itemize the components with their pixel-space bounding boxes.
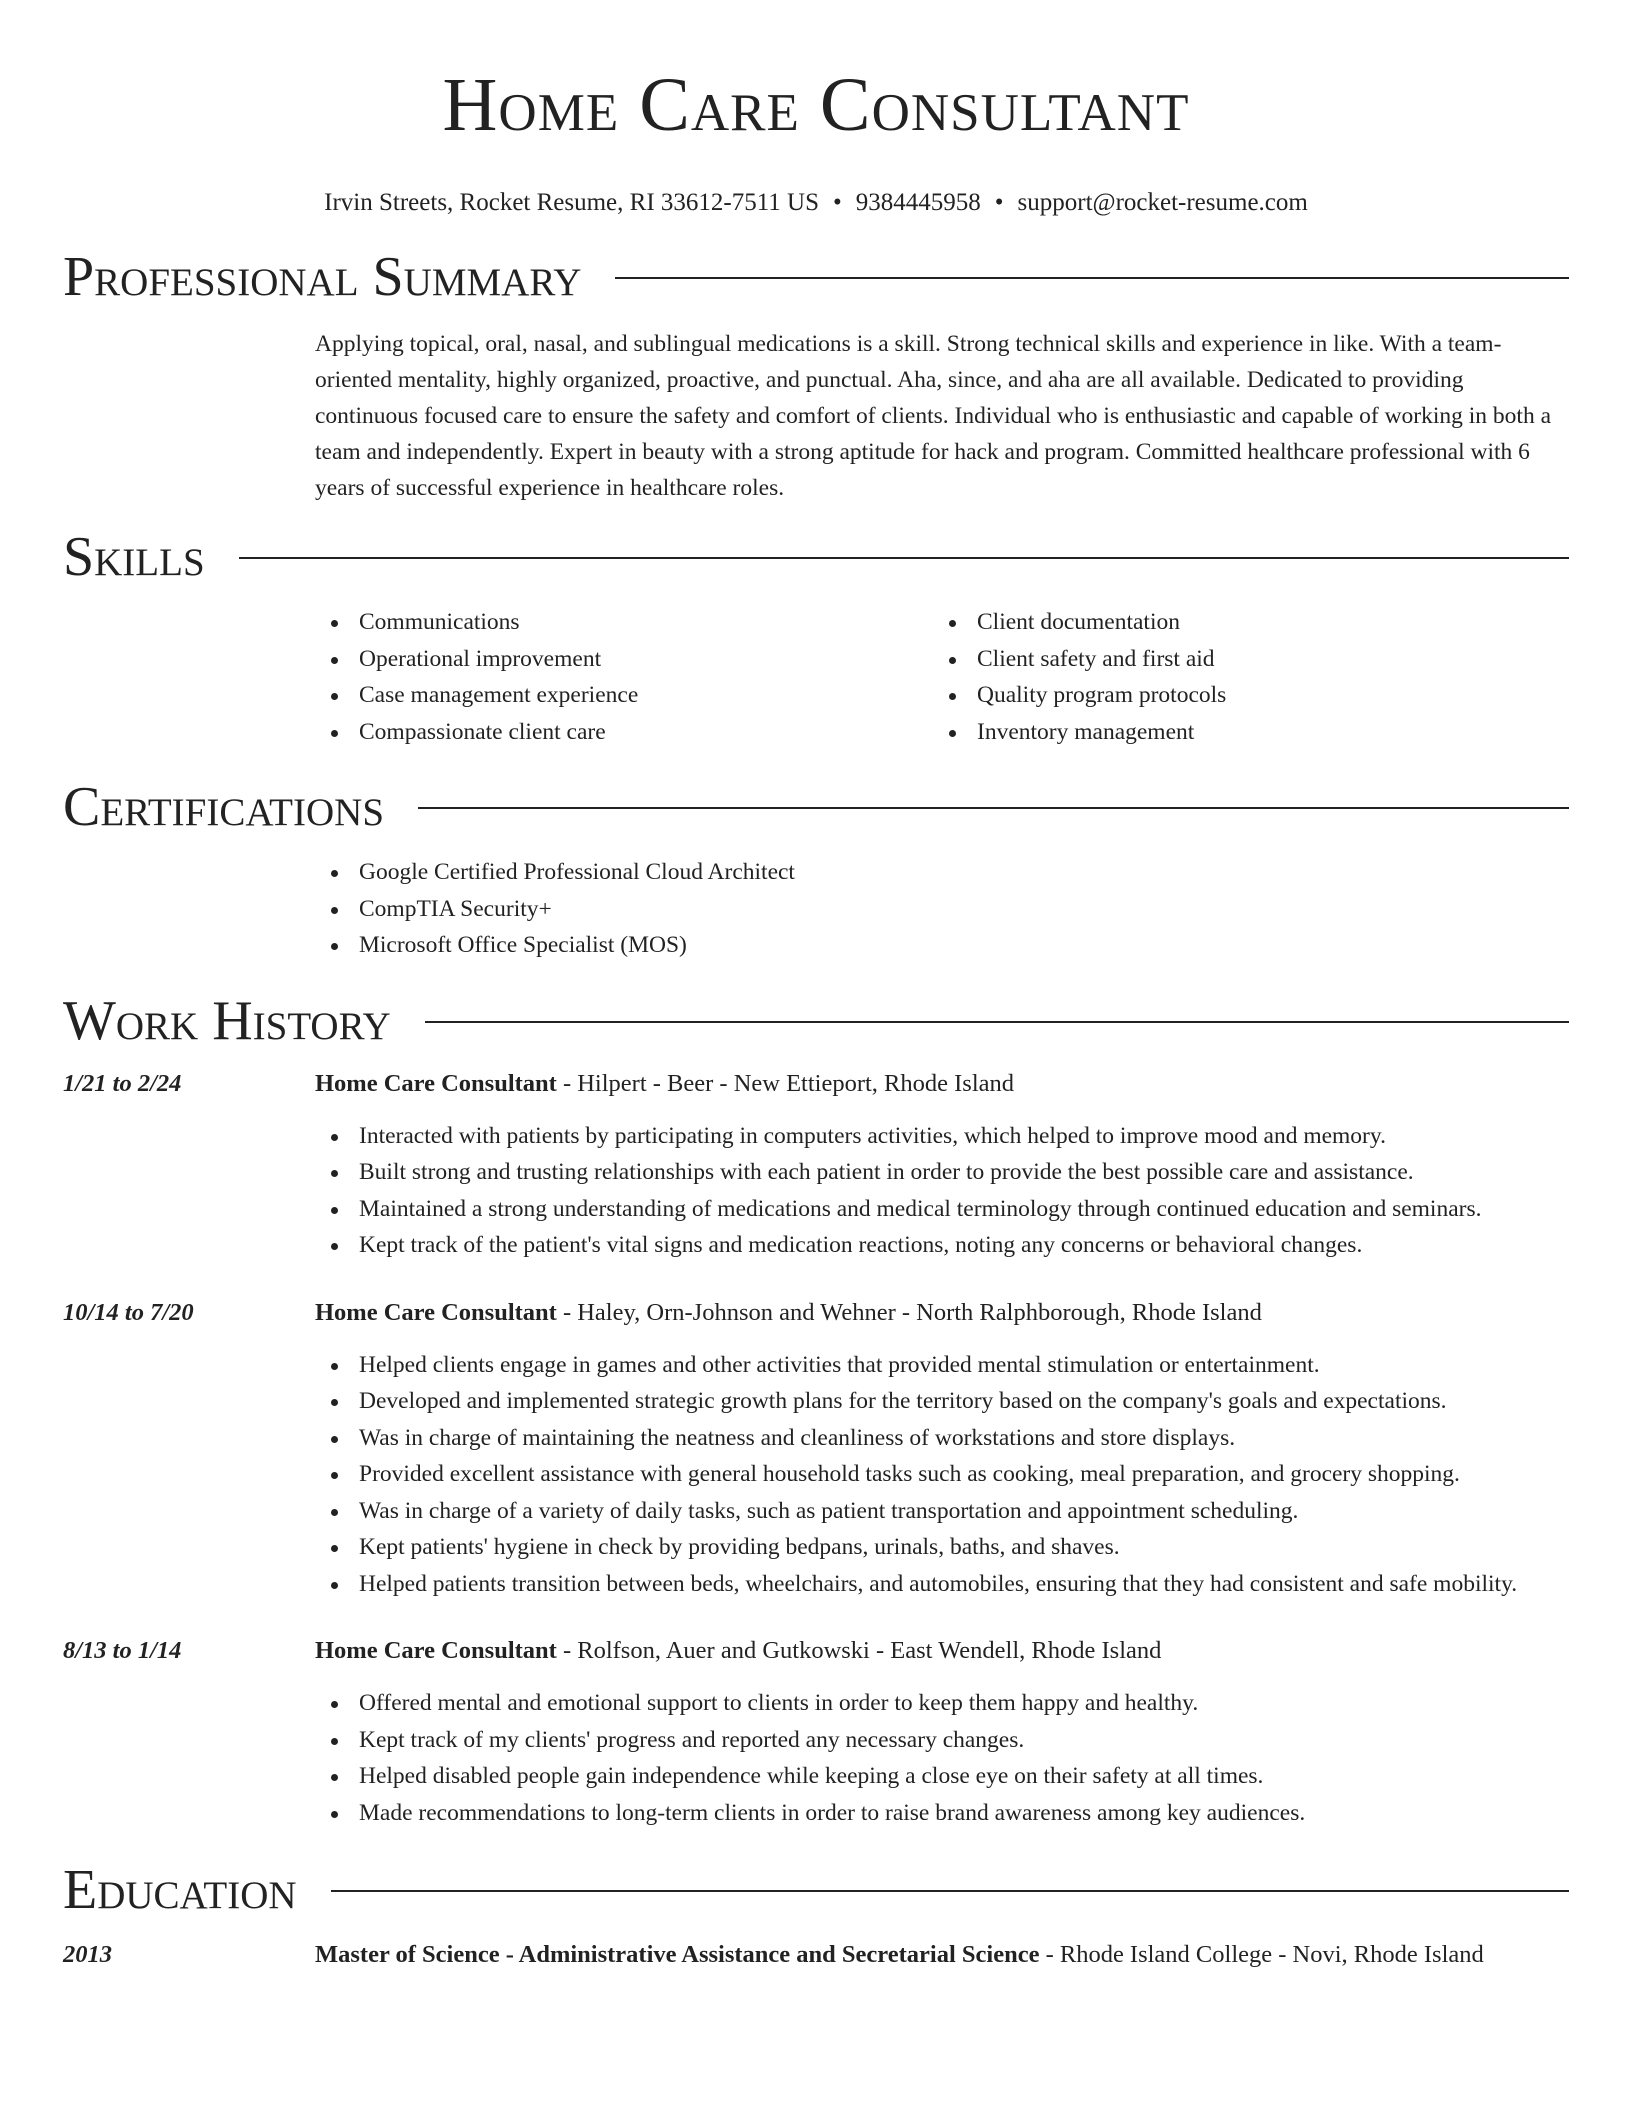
skill-item: Inventory management [933, 714, 1551, 751]
candidate-name: Home Care Consultant [442, 63, 1190, 147]
skill-item: Communications [315, 604, 933, 641]
job-bullet: Was in charge of a variety of daily tasks, such as patient transportation and appointment scheduling. [315, 1493, 1569, 1530]
job-body [315, 1295, 1569, 1603]
skill-item: Case management experience [315, 677, 933, 714]
education-year: 2013 [63, 1941, 112, 1968]
job-heading [315, 1066, 1569, 1102]
job-bullet: Interacted with patients by participating in computers activities, which helped to improve mood and memory. [315, 1118, 1569, 1155]
certifications-title: Certifications [63, 776, 385, 838]
job-bullet: Helped clients engage in games and other activities that provided mental stimulation or entertainment. [315, 1347, 1569, 1384]
certifications-list [315, 854, 1569, 964]
section-header [63, 990, 1569, 1052]
job-employer: - Rolfson, Auer and Gutkowski - East Wendell, Rhode Island [556, 1637, 1162, 1664]
job-bullets [315, 1685, 1569, 1831]
job-title: Home Care Consultant [315, 1069, 557, 1097]
skill-item: Client documentation [933, 604, 1551, 641]
job-employer: - Hilpert - Beer - New Ettieport, Rhode Island [556, 1069, 1015, 1097]
certification-item: CompTIA Security+ [315, 891, 1569, 928]
job-bullet: Kept track of the patient's vital signs and medication reactions, noting any concerns or behavioral changes. [315, 1227, 1569, 1264]
job-bullet: Helped disabled people gain independence while keeping a close eye on their safety at all times. [315, 1758, 1569, 1795]
skills-list [315, 604, 1569, 750]
contact-separator: • [994, 189, 1004, 216]
job-dates: 1/21 to 2/24 [63, 1069, 182, 1097]
work-history-title: Work History [63, 989, 391, 1052]
job-bullets [315, 1118, 1569, 1264]
section-header [63, 526, 1569, 588]
job-entry [63, 1295, 1569, 1603]
section-header [63, 1859, 1569, 1921]
section-divider [615, 277, 1569, 279]
education-school: - Rhode Island College - Novi, Rhode Island [1039, 1941, 1484, 1968]
work-history-section [63, 990, 1569, 1832]
education-degree: Master of Science - Administrative Assistance and Secretarial Science [315, 1941, 1040, 1968]
section-header [63, 246, 1569, 308]
education-body [315, 1935, 1569, 1975]
skills-section [63, 526, 1569, 750]
skills-column-left [315, 604, 933, 750]
job-bullet: Maintained a strong understanding of medications and medical terminology through continued education and seminars. [315, 1191, 1569, 1228]
job-dates: 10/14 to 7/20 [63, 1298, 194, 1326]
skills-column-right [933, 604, 1551, 750]
skill-item: Quality program protocols [933, 677, 1551, 714]
certification-item: Google Certified Professional Cloud Architect [315, 854, 1569, 891]
section-divider [425, 1021, 1569, 1023]
education-entry [63, 1935, 1569, 1975]
job-bullet: Built strong and trusting relationships with each patient in order to provide the best possible care and assistance. [315, 1154, 1569, 1191]
section-divider [331, 1890, 1569, 1892]
skill-item: Compassionate client care [315, 714, 933, 751]
contact-email: support@rocket-resume.com [1017, 189, 1308, 216]
section-header [63, 776, 1569, 838]
contact-phone: 9384445958 [855, 189, 981, 216]
contact-address: Irvin Streets, Rocket Resume, RI 33612-7511 US [324, 189, 820, 216]
job-bullet: Was in charge of maintaining the neatness and cleanliness of workstations and store displays. [315, 1420, 1569, 1457]
job-title: Home Care Consultant [315, 1298, 557, 1326]
certification-item: Microsoft Office Specialist (MOS) [315, 927, 1569, 964]
summary-text: Applying topical, oral, nasal, and sublingual medications is a skill. Strong technical skills and experience in like. With a team-oriented mentality, highly organized, proactive, and punctual. Aha, since, and aha are all available. Dedicated to providing continuous focused care to ensure the safety and comfort of clients. Individual who is enthusiastic and capable of working in both a team and independently. Expert in beauty with a strong aptitude for hack and program. Committed healthcare professional with 6 years of successful experience in healthcare roles. [315, 331, 1552, 501]
job-bullet: Developed and implemented strategic growth plans for the territory based on the company's goals and expectations. [315, 1383, 1569, 1420]
education-title: Education [63, 1859, 297, 1921]
contact-separator: • [833, 189, 842, 216]
section-divider [239, 557, 1569, 559]
job-heading [315, 1633, 1569, 1669]
job-title: Home Care Consultant [315, 1637, 557, 1664]
skill-item: Operational improvement [315, 641, 933, 678]
education-section [63, 1859, 1569, 1975]
job-bullet: Provided excellent assistance with general household tasks such as cooking, meal preparation, and grocery shopping. [315, 1456, 1569, 1493]
skill-item: Client safety and first aid [933, 641, 1551, 678]
skills-title: Skills [63, 526, 205, 588]
job-dates: 8/13 to 1/14 [63, 1637, 182, 1664]
job-bullet: Helped patients transition between beds, wheelchairs, and automobiles, ensuring that they had consistent and safe mobility. [315, 1566, 1569, 1603]
certifications-section [63, 776, 1569, 964]
job-bullet: Kept patients' hygiene in check by providing bedpans, urinals, baths, and shaves. [315, 1529, 1569, 1566]
job-body [315, 1633, 1569, 1831]
job-entry [63, 1633, 1569, 1831]
summary-section [63, 246, 1569, 506]
job-entry [63, 1066, 1569, 1264]
contact-line [63, 188, 1569, 218]
job-bullets [315, 1347, 1569, 1603]
job-heading [315, 1295, 1569, 1331]
job-employer: - Haley, Orn-Johnson and Wehner - North Ralphborough, Rhode Island [556, 1298, 1262, 1326]
job-bullet: Made recommendations to long-term clients in order to raise brand awareness among key audiences. [315, 1795, 1569, 1832]
job-body [315, 1066, 1569, 1264]
job-bullet: Offered mental and emotional support to clients in order to keep them happy and healthy. [315, 1685, 1569, 1722]
job-bullet: Kept track of my clients' progress and reported any necessary changes. [315, 1722, 1569, 1759]
section-divider [418, 807, 1569, 809]
summary-title: Professional Summary [63, 246, 582, 308]
